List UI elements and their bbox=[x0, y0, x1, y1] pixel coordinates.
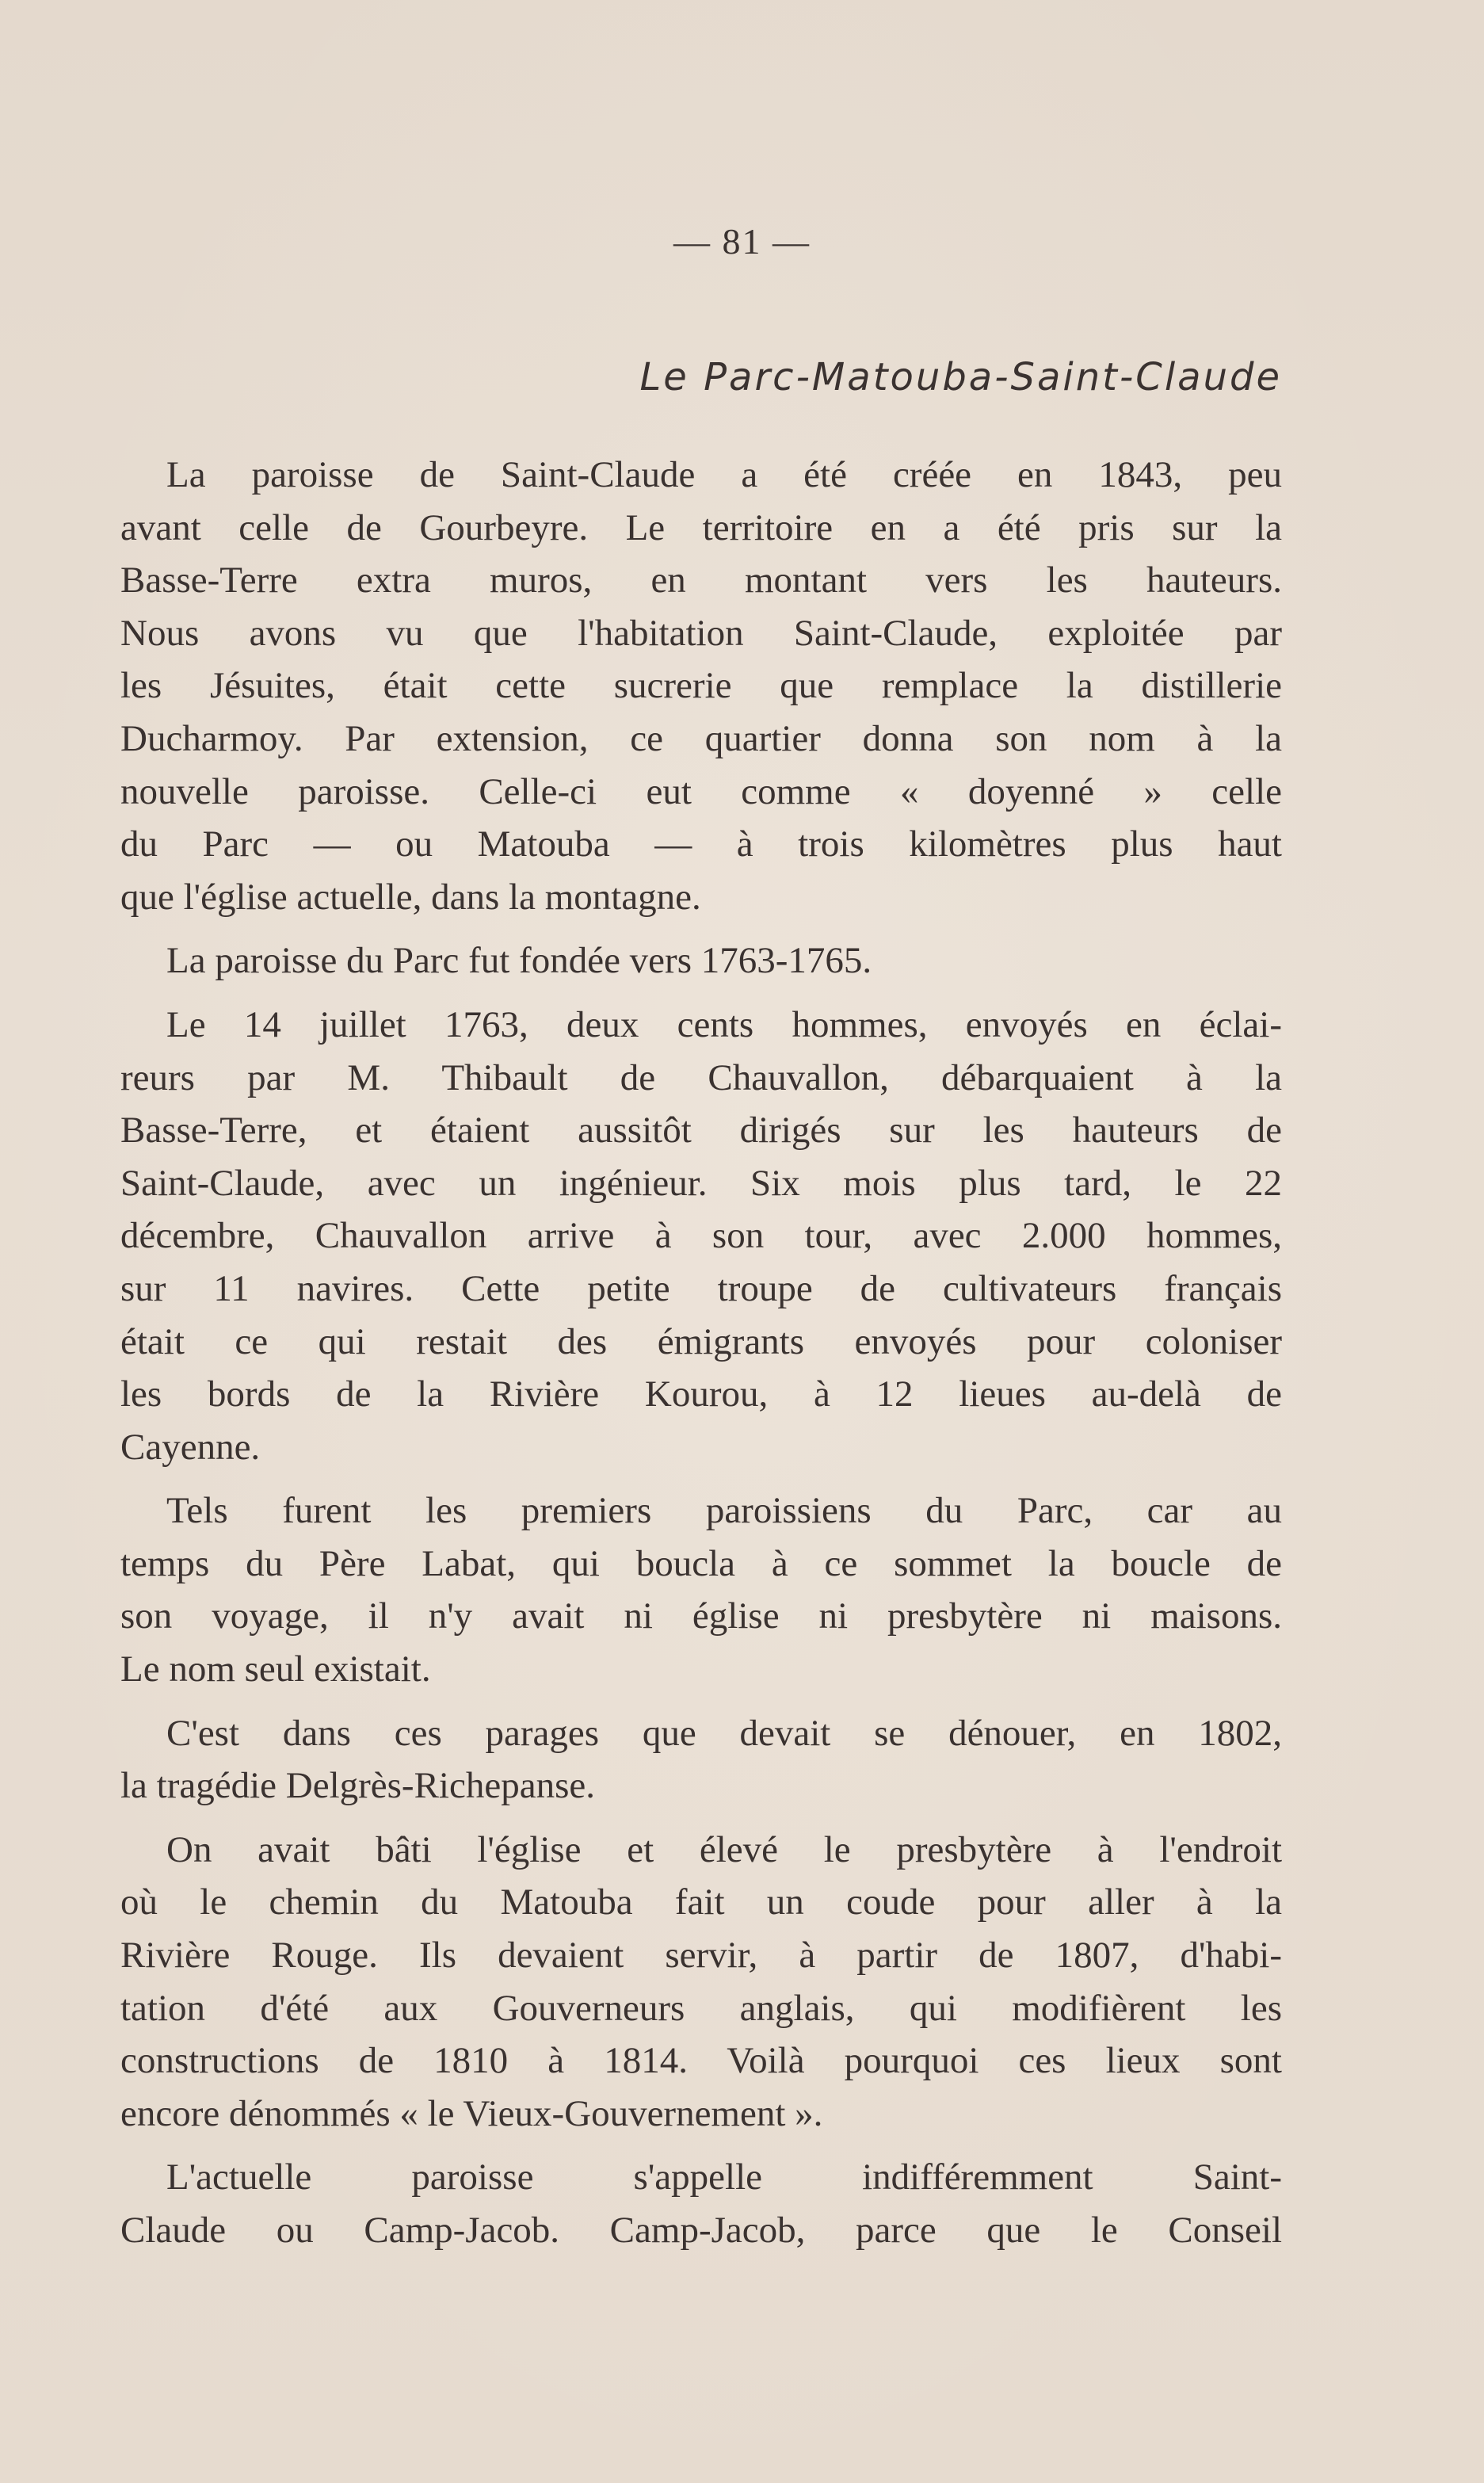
text-line: avant celle de Gourbeyre. Le territoire en a été pris sur la bbox=[120, 506, 1282, 548]
text-line: L'actuelle paroisse s'appelle indifféremment Saint- bbox=[166, 2156, 1282, 2198]
text-line: la tragédie Delgrès-Richepanse. bbox=[120, 1765, 595, 1807]
paragraph bbox=[120, 449, 1282, 923]
section-heading: Le Parc-Matouba-Saint-Claude bbox=[639, 355, 1282, 399]
text-line: que l'église actuelle, dans la montagne. bbox=[120, 876, 701, 918]
text-line: C'est dans ces parages que devait se dénouer, en 1802, bbox=[166, 1712, 1282, 1754]
text-line: Basse-Terre extra muros, en montant vers les hauteurs. bbox=[120, 560, 1282, 602]
text-line: décembre, Chauvallon arrive à son tour, avec 2.000 hommes, bbox=[120, 1215, 1282, 1257]
text-line: On avait bâti l'église et élevé le presbytère à l'endroit bbox=[166, 1828, 1282, 1870]
paragraph bbox=[120, 999, 1282, 1473]
text-line: Nous avons vu que l'habitation Saint-Claude, exploitée par bbox=[120, 612, 1282, 654]
page-number: — 81 — bbox=[673, 221, 811, 262]
paragraph bbox=[120, 1484, 1282, 1695]
text-line: Rivière Rouge. Ils devaient servir, à partir de 1807, d'habi- bbox=[120, 1935, 1282, 1977]
paragraph bbox=[120, 1824, 1282, 2141]
text-line: Basse-Terre, et étaient aussitôt dirigés sur les hauteurs de bbox=[120, 1110, 1282, 1152]
text-line: encore dénommés « le Vieux-Gouvernement ». bbox=[120, 2092, 823, 2134]
text-line: Le nom seul existait. bbox=[120, 1648, 431, 1690]
body-text bbox=[120, 449, 1282, 2268]
text-line: où le chemin du Matouba fait un coude pour aller à la bbox=[120, 1881, 1282, 1923]
text-line: les Jésuites, était cette sucrerie que remplace la distillerie bbox=[120, 665, 1282, 707]
paragraph bbox=[120, 2151, 1282, 2256]
text-line: son voyage, il n'y avait ni église ni presbytère ni maisons. bbox=[120, 1595, 1282, 1637]
text-line: Ducharmoy. Par extension, ce quartier donna son nom à la bbox=[120, 717, 1282, 759]
text-line: Claude ou Camp-Jacob. Camp-Jacob, parce que le Conseil bbox=[120, 2210, 1282, 2251]
text-line: Saint-Claude, avec un ingénieur. Six mois plus tard, le 22 bbox=[120, 1162, 1282, 1204]
text-line: nouvelle paroisse. Celle-ci eut comme « doyenné » celle bbox=[120, 770, 1282, 812]
text-line: temps du Père Labat, qui boucla à ce sommet la boucle de bbox=[120, 1542, 1282, 1584]
text-line: sur 11 navires. Cette petite troupe de cultivateurs français bbox=[120, 1267, 1282, 1309]
text-line: Cayenne. bbox=[120, 1426, 261, 1468]
paragraph bbox=[120, 1707, 1282, 1813]
text-line: La paroisse de Saint-Claude a été créée en 1843, peu bbox=[166, 454, 1282, 495]
text-line: reurs par M. Thibault de Chauvallon, débarquaient à la bbox=[120, 1056, 1282, 1098]
text-line: du Parc — ou Matouba — à trois kilomètres plus haut bbox=[120, 823, 1282, 865]
text-line: tation d'été aux Gouverneurs anglais, qui modifièrent les bbox=[120, 1987, 1282, 2029]
text-line: était ce qui restait des émigrants envoyés pour coloniser bbox=[120, 1320, 1282, 1362]
text-line: La paroisse du Parc fut fondée vers 1763-1765. bbox=[166, 940, 872, 982]
text-line: Le 14 juillet 1763, deux cents hommes, envoyés en éclai- bbox=[166, 1003, 1282, 1045]
text-line: les bords de la Rivière Kourou, à 12 lieues au-delà de bbox=[120, 1373, 1282, 1415]
text-line: constructions de 1810 à 1814. Voilà pourquoi ces lieux sont bbox=[120, 2040, 1282, 2082]
text-line: Tels furent les premiers paroissiens du Parc, car au bbox=[166, 1490, 1282, 1532]
paragraph bbox=[120, 934, 1282, 987]
